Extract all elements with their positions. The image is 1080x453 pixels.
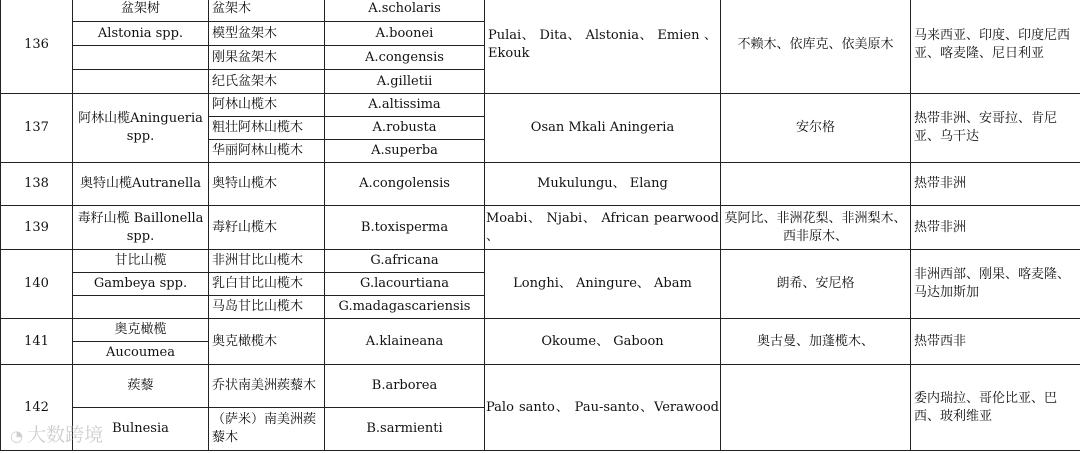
species-cn: 阿林山榄木 [209,94,325,117]
trade-names: Okoume、 Gaboon [485,319,721,365]
origin-cell: 非洲西部、刚果、喀麦隆、马达加斯加 [911,250,1080,319]
row-number: 140 [1,250,73,319]
species-latin: B.toxisperma [325,206,485,250]
species-cn: 纪氏盆架木 [209,70,325,94]
species-latin: B.sarmienti [325,408,485,451]
genus-cell [73,46,209,70]
weibo-logo-icon: ◔ [10,427,24,445]
species-cn: 马岛甘比山榄木 [209,296,325,319]
origin-cell: 热带非洲、安哥拉、肯尼亚、乌干达 [911,94,1080,163]
table-row [1,206,1080,250]
species-latin: A.altissima [325,94,485,117]
species-latin: G.africana [325,250,485,273]
trade-names: Mukulungu、 Elang [485,163,721,206]
table-row [1,250,1080,273]
genus-cell [73,70,209,94]
species-cn: 奥特山榄木 [209,163,325,206]
origin-cell: 热带西非 [911,319,1080,365]
species-cn: 华丽阿林山榄木 [209,140,325,163]
species-latin: A.klaineana [325,319,485,365]
species-latin: A.congensis [325,46,485,70]
species-latin: A.scholaris [325,0,485,22]
species-cn: 毒籽山榄木 [209,206,325,250]
table-row [1,0,1080,22]
species-latin: A.congolensis [325,163,485,206]
table-row [1,319,1080,342]
trade-names: Moabi、 Njabi、 African pearwood 、 [485,206,721,250]
genus-cell: Bulnesia [73,408,209,451]
species-cn: （萨米）南美洲蒺藜木 [209,408,325,451]
origin-cell: 热带非洲 [911,206,1080,250]
species-cn: 粗壮阿林山榄木 [209,117,325,140]
row-number: 141 [1,319,73,365]
species-cn: 模型盆架木 [209,22,325,46]
genus-cell: Gambeya spp. [73,273,209,296]
species-latin: A.boonei [325,22,485,46]
genus-cell: 奥克橄榄 [73,319,209,342]
cn-trade-names [721,365,911,451]
trade-names: Osan Mkali Aningeria [485,94,721,163]
genus-cell: 毒籽山榄 Baillonella spp. [73,206,209,250]
cn-trade-names: 奥古曼、加蓬榄木、 [721,319,911,365]
row-number: 138 [1,163,73,206]
row-number: 142 [1,365,73,451]
cn-trade-names: 朗希、安尼格 [721,250,911,319]
cn-trade-names: 安尔格 [721,94,911,163]
species-cn: 盆架木 [209,0,325,22]
species-cn: 奥克橄榄木 [209,319,325,365]
origin-cell: 委内瑞拉、哥伦比亚、巴西、玻利维亚 [911,365,1080,451]
species-cn: 乳白甘比山榄木 [209,273,325,296]
species-latin: A.robusta [325,117,485,140]
genus-cell: 蒺藜 [73,365,209,408]
table-row [1,163,1080,206]
genus-cell: Alstonia spp. [73,22,209,46]
origin-cell: 热带非洲 [911,163,1080,206]
trade-names: Palo santo、 Pau-santo、Verawood [485,365,721,451]
species-latin: B.arborea [325,365,485,408]
species-cn: 乔状南美洲蒺藜木 [209,365,325,408]
cn-trade-names: 不赖木、依库克、依美原木 [721,0,911,94]
cn-trade-names [721,163,911,206]
species-latin: G.lacourtiana [325,273,485,296]
genus-cell: 盆架树 [73,0,209,22]
trade-names: Longhi、 Aningure、 Abam [485,250,721,319]
genus-cell: 奥特山榄Autranella [73,163,209,206]
species-latin: A.gilletii [325,70,485,94]
row-number: 139 [1,206,73,250]
row-number: 136 [1,0,73,94]
genus-cell [73,296,209,319]
row-number: 137 [1,94,73,163]
species-latin: A.superba [325,140,485,163]
genus-cell: Aucoumea [73,342,209,365]
origin-cell: 马来西亚、印度、印度尼西亚、喀麦隆、尼日利亚 [911,0,1080,94]
table-row [1,365,1080,408]
species-cn: 非洲甘比山榄木 [209,250,325,273]
species-cn: 刚果盆架木 [209,46,325,70]
species-latin: G.madagascariensis [325,296,485,319]
cn-trade-names: 莫阿比、非洲花梨、非洲梨木、西非原木、 [721,206,911,250]
table-row [1,94,1080,117]
genus-cell: 阿林山榄Aningueria spp. [73,94,209,163]
trade-names: Pulai、 Dita、 Alstonia、 Emien 、 Ekouk [485,0,721,94]
watermark-text: 大数跨境 [27,424,104,446]
genus-cell: 甘比山榄 [73,250,209,273]
